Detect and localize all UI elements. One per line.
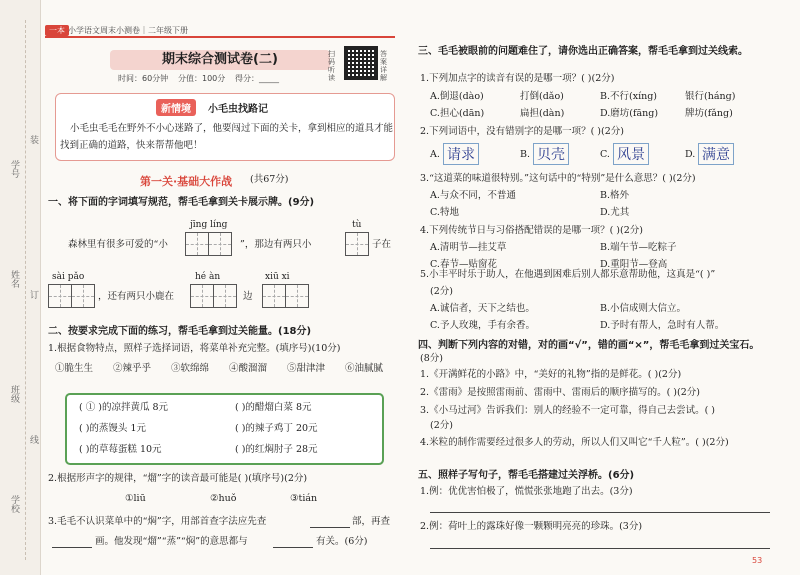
time-info: 时间：60分钟 [118, 74, 169, 83]
option-letter: D. [685, 149, 696, 160]
story-text: 小毛虫毛毛在野外不小心迷路了，他要闯过下面的关卡，拿到相应的道具才能 [70, 123, 394, 134]
option: ③tián [290, 493, 318, 504]
page-number: 53 [752, 556, 763, 565]
points: (8分) [420, 353, 443, 364]
question-heading: 二、按要求完成下面的练习，帮毛毛拿到过关能量。(18分) [48, 326, 312, 337]
option: ⑥油腻腻 [345, 363, 384, 374]
writing-grid[interactable] [345, 232, 369, 256]
score-got: 得分：_____ [235, 74, 279, 83]
option: ②辣乎乎 [113, 363, 152, 374]
option: B.不行(xíng) [600, 91, 658, 102]
judge-item: 2.《雷雨》是按照雷雨前、雷雨中、雷雨后的顺序描写的。( )(2分) [420, 387, 700, 398]
answer-line[interactable] [430, 546, 770, 549]
option: 打倒(dǎo) [520, 91, 564, 102]
handwritten-word: 风景 [613, 143, 649, 165]
handwritten-word: 贝壳 [533, 143, 569, 165]
cut-line [25, 20, 26, 560]
writing-grid[interactable] [262, 284, 309, 308]
sub-question: 1.下列加点字的读音有误的是哪一项？( )(2分) [420, 73, 615, 84]
name-label: 姓名 [9, 270, 19, 288]
option-letter: B. [520, 149, 531, 160]
option: 银行(háng) [685, 91, 736, 102]
binding-spine [0, 0, 41, 575]
writing-grid[interactable] [185, 232, 232, 256]
score-info: 分值：100分 [178, 74, 226, 83]
option: ④酸溜溜 [229, 363, 268, 374]
pinyin: jīng líng [190, 220, 228, 230]
sub-question: 5.小丰平时乐于助人，在他遇到困难后别人都乐意帮助他，这真是“( )” [420, 269, 716, 280]
answer-line[interactable] [430, 510, 770, 513]
points: (2分) [430, 286, 453, 297]
option: D.予时有帮人，急时有人帮。 [600, 320, 725, 331]
sentence-text: 子在 [372, 239, 392, 250]
answer-blank[interactable] [52, 535, 92, 548]
menu-item: ( ① )的凉拌黄瓜 8元 [79, 402, 169, 413]
qr-caption: 答案详解 [380, 50, 387, 82]
option: A.与众不同，不普通 [430, 190, 516, 201]
option: 扁担(dàn) [520, 108, 565, 119]
question-heading: 五、照样子写句子，帮毛毛搭建过关浮桥。(6分) [418, 470, 635, 481]
option-letter: C. [600, 149, 610, 160]
menu-item: ( )的辣子鸡丁 20元 [235, 423, 318, 434]
cut-mark: 线 [28, 435, 38, 444]
judge-item: 1.《开满鲜花的小路》中，“美好的礼物”指的是鲜花。( )(2分) [420, 369, 682, 380]
answer-blank[interactable] [273, 535, 313, 548]
sub-question: 部，再查 [352, 516, 391, 527]
option: B.端午节—吃粽子 [600, 242, 677, 253]
example-sentence: 2.例：荷叶上的露珠好像一颗颗明亮亮的珍珠。(3分) [420, 521, 643, 532]
sentence-text: ”，那边有两只小 [240, 239, 312, 250]
cut-mark: 装 [28, 135, 38, 144]
qr-code[interactable] [344, 46, 378, 80]
question-heading: 三、毛毛被眼前的问题难住了，请你选出正确答案，帮毛毛拿到过关线索。 [418, 46, 748, 57]
sentence-text: 边 [243, 291, 253, 302]
story-text: 找到正确的道路，快来帮帮他吧！ [60, 140, 203, 151]
series-title: 小学语文周末小测卷｜二年级下册 [68, 26, 188, 35]
sub-question: 2.根据形声字的规律，“熘”字的读音最可能是( )(填序号)(2分) [48, 473, 308, 484]
sub-question: 4.下列传统节日与习俗搭配错误的是哪一项？( )(2分) [420, 225, 643, 236]
story-tag: 新情境 [156, 99, 196, 116]
sub-question: 3.毛毛不认识菜单中的“焖”字，用部首查字法应先查 [48, 516, 267, 527]
sub-question: 3.“这道菜的味道很特别。”这句话中的“特别”是什么意思？( )(2分) [420, 173, 696, 184]
menu-item: ( )的醋熘白菜 8元 [235, 402, 312, 413]
option-letter: A. [430, 149, 440, 160]
level-title: 第一关·基础大作战 [140, 175, 233, 188]
series-badge: 一本 [45, 25, 69, 36]
option: B.格外 [600, 190, 630, 201]
pinyin: sài pǎo [52, 272, 85, 282]
story-title: 小毛虫找路记 [208, 104, 268, 115]
writing-grid[interactable] [190, 284, 237, 308]
option: C.春节—贴窗花 [430, 259, 497, 270]
header-rule [45, 36, 395, 38]
pinyin: xiū xi [265, 272, 290, 282]
sub-question: 1.根据食物特点，照样子选择词语，将菜单补充完整。(填序号)(10分) [48, 343, 341, 354]
pinyin: hé àn [195, 272, 221, 282]
option: C.特地 [430, 207, 459, 218]
question-heading: 四、判断下列内容的对错，对的画“√”，错的画“×”，帮毛毛拿到过关宝石。 [418, 340, 760, 351]
option: A.诚信者，天下之结也。 [430, 303, 535, 314]
option: D.磨坊(fāng) [600, 108, 659, 119]
menu-card [65, 393, 384, 465]
handwritten-word: 请求 [443, 143, 479, 165]
menu-item: ( )的红焖肘子 28元 [235, 444, 318, 455]
handwritten-word: 满意 [698, 143, 734, 165]
example-sentence: 1.例：优优害怕极了，慌慌张张地跑了出去。(3分) [420, 486, 633, 497]
sub-question: 2.下列词语中，没有错别字的是哪一项？( )(2分) [420, 126, 624, 137]
qr-caption: 扫码听读 [328, 50, 335, 82]
school-label: 学校 [9, 495, 19, 513]
option: D.尤其 [600, 207, 630, 218]
sub-question: 画。他发现“熘”“蒸”“焖”的意思都与 [95, 536, 248, 547]
question-heading: 一、将下面的字词填写规范，帮毛毛拿到关卡展示牌。(9分) [48, 197, 315, 208]
option: D.重阳节—登高 [600, 259, 668, 270]
option: C.予人玫瑰，手有余香。 [430, 320, 535, 331]
menu-item: ( )的蒸馒头 1元 [79, 423, 146, 434]
judge-item: 4.米粒的制作需要经过很多人的劳动，所以人们又叫它“千人粒”。( )(2分) [420, 437, 729, 448]
option: ①脆生生 [55, 363, 94, 374]
story-box [55, 93, 395, 161]
option: C.担心(dān) [430, 108, 485, 119]
exam-title: 期末综合测试卷(二) [110, 50, 330, 70]
option: ②huǒ [210, 493, 237, 504]
writing-grid[interactable] [48, 284, 95, 308]
sub-question: 有关。(6分) [316, 536, 368, 547]
judge-item: (2分) [430, 420, 453, 431]
cut-mark: 订 [28, 290, 38, 299]
menu-item: ( )的草莓蛋糕 10元 [79, 444, 162, 455]
option: A.倒退(dào) [430, 91, 484, 102]
class-label: 班级 [9, 385, 19, 403]
answer-blank[interactable] [310, 515, 350, 528]
option: ①liū [125, 493, 146, 504]
option: ⑤甜津津 [287, 363, 326, 374]
option: B.小信成则大信立。 [600, 303, 687, 314]
sentence-text: ，还有两只小鹿在 [98, 291, 175, 302]
student-id-label: 学号 [9, 160, 19, 178]
option: ③软绵绵 [171, 363, 210, 374]
option: A.清明节—挂艾草 [430, 242, 507, 253]
sentence-text: 森林里有很多可爱的“小 [68, 239, 168, 250]
level-score: (共67分) [250, 174, 289, 185]
judge-item: 3.《小马过河》告诉我们：别人的经验不一定可靠，得自己去尝试。( ) [420, 405, 715, 416]
pinyin: tù [352, 220, 362, 230]
option: 牌坊(fǎng) [685, 108, 733, 119]
